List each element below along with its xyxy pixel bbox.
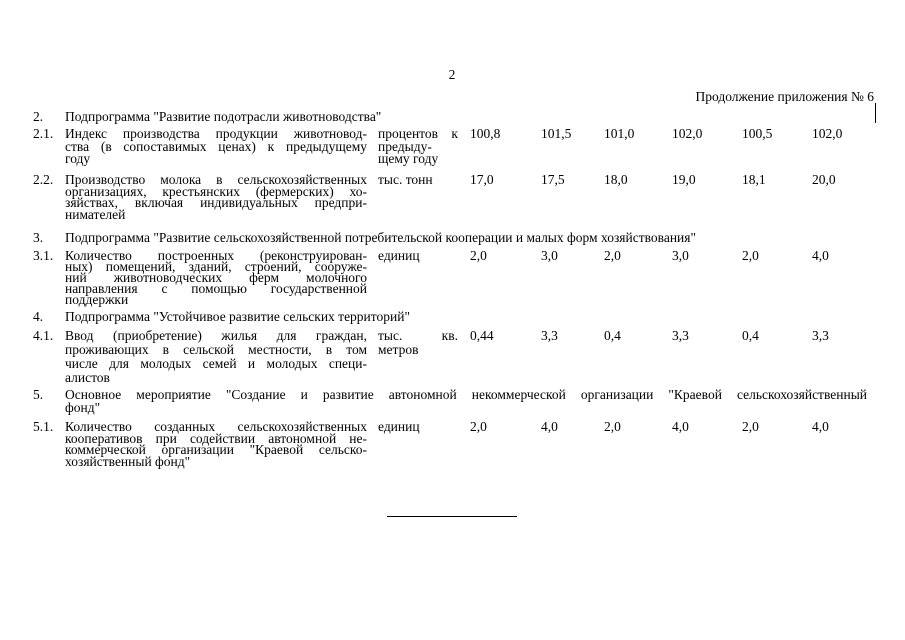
unit-line: процентов к — [378, 126, 458, 141]
footer-divider — [387, 516, 517, 517]
value-col-6: 4,0 — [812, 248, 829, 263]
value-col-4: 19,0 — [672, 172, 696, 187]
unit-line: тыс. кв. — [378, 328, 458, 343]
section-title — [65, 388, 867, 414]
row-number: 4.1. — [33, 328, 54, 343]
value-col-1: 100,8 — [470, 126, 501, 141]
section-title: Подпрограмма "Устойчивое развитие сельских территорий" — [65, 309, 410, 324]
value-col-5: 2,0 — [742, 248, 759, 263]
value-col-1: 0,44 — [470, 328, 494, 343]
value-col-3: 2,0 — [604, 419, 621, 434]
indicator-line: Индекс производства продукции животновод- — [65, 126, 367, 141]
indicator-line: Производство молока в сельскохозяйственных — [65, 172, 367, 187]
page-number: 2 — [448, 67, 456, 82]
value-col-4: 4,0 — [672, 419, 689, 434]
unit-of-measure — [378, 250, 458, 261]
indicator-line: кооперативов при содействии автономной не- — [65, 430, 367, 446]
unit-line: единиц — [378, 419, 420, 434]
value-col-1: 2,0 — [470, 248, 487, 263]
unit-line: щему году — [378, 151, 439, 166]
row-number: 3. — [33, 230, 44, 245]
unit-of-measure — [378, 174, 458, 186]
value-col-6: 3,3 — [812, 328, 829, 343]
indicator-line: направления с помощью государственной — [65, 281, 367, 296]
row-number: 5.1. — [33, 419, 54, 434]
unit-line: единиц — [378, 248, 420, 263]
value-col-5: 2,0 — [742, 419, 759, 434]
indicator-line: поддержки — [65, 292, 129, 307]
indicator-line: ных) помещений, зданий, строений, сооруже- — [65, 259, 367, 274]
value-col-6: 4,0 — [812, 419, 829, 434]
value-col-6: 20,0 — [812, 172, 836, 187]
indicator-line: ний животноводческих ферм молочного — [65, 270, 367, 285]
indicator-line: проживающих в сельской местности, в том — [65, 342, 367, 357]
row-number: 2.2. — [33, 172, 54, 187]
unit-of-measure — [378, 329, 458, 357]
table-border-fragment — [875, 103, 876, 123]
row-number: 3.1. — [33, 248, 54, 263]
value-col-3: 0,4 — [604, 328, 621, 343]
section-title-line: Основное мероприятие "Создание и развитие автономной некоммерческой организации "Краевой сельскохозяйственный — [65, 387, 867, 402]
value-col-2: 4,0 — [541, 419, 558, 434]
indicator-line: Ввод (приобретение) жилья для граждан, — [65, 328, 367, 343]
indicator-line: зяйствах, включая индивидуальных предпри- — [65, 195, 367, 211]
value-col-4: 102,0 — [672, 126, 703, 141]
section-title-line: фонд" — [65, 400, 101, 415]
value-col-3: 18,0 — [604, 172, 628, 187]
row-number: 5. — [33, 387, 44, 402]
value-col-3: 101,0 — [604, 126, 635, 141]
row-number: 4. — [33, 309, 44, 324]
indicator-line: алистов — [65, 370, 110, 385]
indicator-line: организациях, крестьянских (фермерских) хо- — [65, 183, 367, 199]
value-col-6: 102,0 — [812, 126, 843, 141]
indicator-line: числе для молодых семей и молодых специ- — [65, 356, 367, 371]
value-col-2: 101,5 — [541, 126, 572, 141]
value-col-4: 3,0 — [672, 248, 689, 263]
value-col-2: 17,5 — [541, 172, 565, 187]
indicator-line: ства (в сопоставимых ценах) к предыдущему — [65, 138, 367, 154]
value-col-4: 3,3 — [672, 328, 689, 343]
row-number: 2.1. — [33, 126, 54, 141]
row-number: 2. — [33, 109, 44, 124]
unit-line: предыду- — [378, 138, 432, 154]
value-col-2: 3,3 — [541, 328, 558, 343]
indicator-line: году — [65, 151, 91, 166]
indicator-name — [65, 421, 367, 468]
unit-line: тыс. тонн — [378, 172, 433, 187]
indicator-line: Количество построенных (реконструирован- — [65, 248, 367, 263]
value-col-2: 3,0 — [541, 248, 558, 263]
indicator-line: Количество созданных сельскохозяйственных — [65, 419, 367, 434]
indicator-name — [65, 250, 367, 305]
indicator-name — [65, 128, 367, 166]
value-col-1: 17,0 — [470, 172, 494, 187]
value-col-3: 2,0 — [604, 248, 621, 263]
indicator-line: нимателей — [65, 207, 126, 223]
value-col-5: 100,5 — [742, 126, 773, 141]
indicator-name — [65, 174, 367, 221]
indicator-name — [65, 329, 367, 385]
unit-of-measure — [378, 128, 458, 166]
indicator-line: хозяйственный фонд" — [65, 454, 191, 470]
unit-of-measure — [378, 421, 458, 433]
indicator-line: коммерческой организации "Краевой сельско- — [65, 442, 367, 458]
unit-line: метров — [378, 342, 419, 357]
value-col-5: 18,1 — [742, 172, 766, 187]
section-title: Подпрограмма "Развитие сельскохозяйственной потребительской кооперации и малых форм хозяйствования" — [65, 230, 696, 245]
section-title: Подпрограмма "Развитие подотрасли животноводства" — [65, 109, 382, 124]
value-col-1: 2,0 — [470, 419, 487, 434]
value-col-5: 0,4 — [742, 328, 759, 343]
appendix-continuation-label: Продолжение приложения № 6 — [695, 89, 874, 104]
